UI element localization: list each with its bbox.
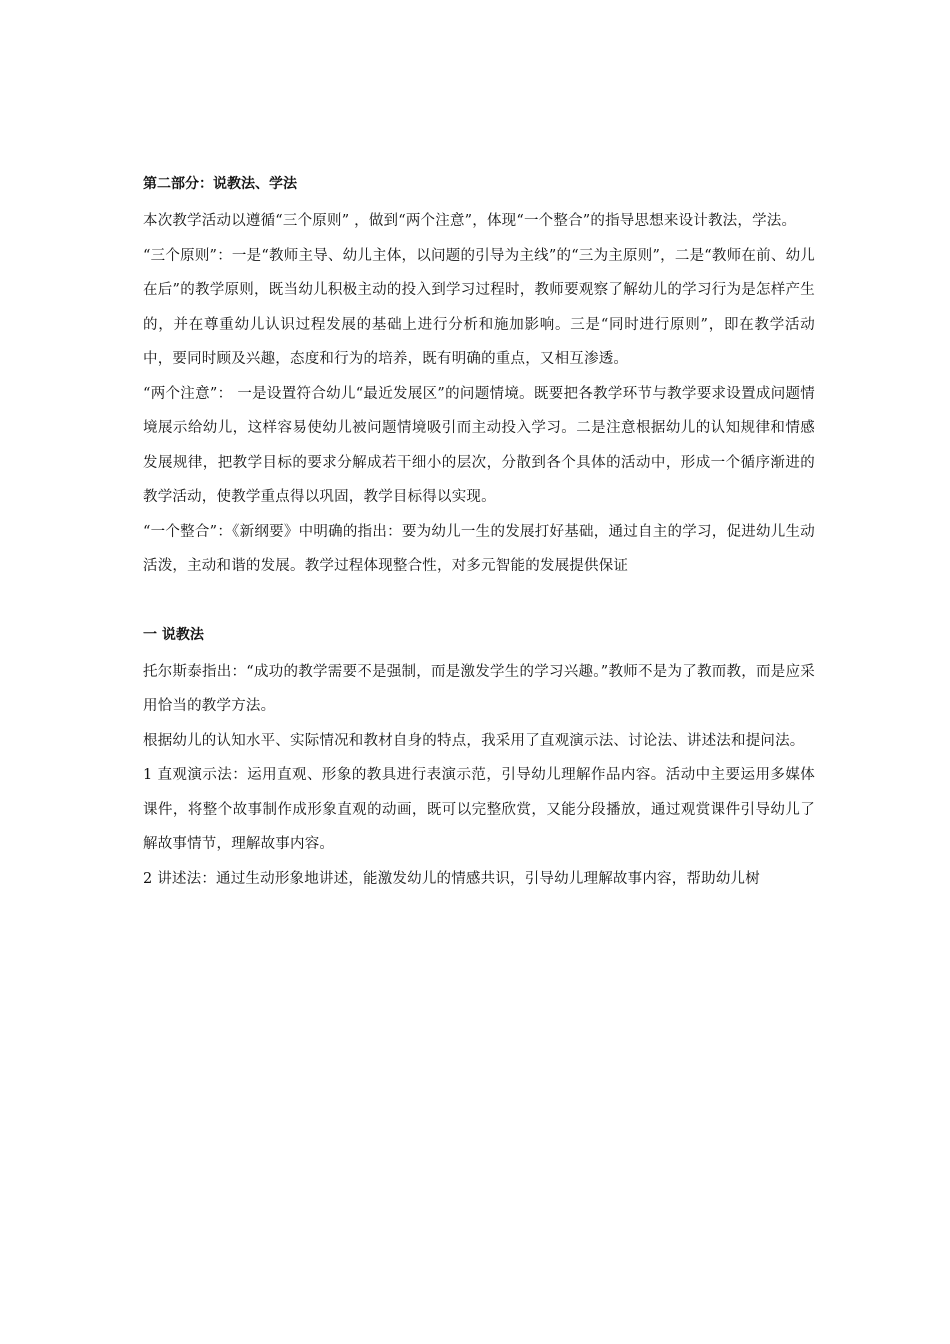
paragraph-method-basis: 根据幼儿的认知水平、实际情况和教材自身的特点，我采用了直观演示法、讨论法、讲述法和提问法。 bbox=[143, 732, 805, 749]
paragraph-one-integration: “一个整合”：《新纲要》中明确的指出：要为幼儿一生的发展打好基础，通过自主的学习，促进幼儿生动活泼，主动和谐的发展。教学过程体现整合性，对多元智能的发展提供保证 bbox=[143, 523, 815, 574]
paragraph-three-principles: “三个原则”：一是“教师主导、幼儿主体，以问题的引导为主线”的“三为主原则”，二是“教师在前、幼儿在后”的教学原则，既当幼儿积极主动的投入到学习过程时，教师要观察了解幼儿的学习行为是怎样产生的，并在尊重幼儿认识过程发展的基础上进行分析和施加影响。三是“同时进行原则”，即在教学活动中，要同时顾及兴趣，态度和行为的培养，既有明确的重点，又相互渗透。 bbox=[143, 247, 815, 367]
paragraph-two-notes: “两个注意”： 一是设置符合幼儿“最近发展区”的问题情境。既要把各教学环节与教学要求设置成问题情境展示给幼儿，这样容易使幼儿被问题情境吸引而主动投入学习。二是注意根据幼儿的认知规律和情感发展规律，把教学目标的要求分解成若干细小的层次，分散到各个具体的活动中，形成一个循序渐进的教学活动，使教学重点得以巩固，教学目标得以实现。 bbox=[143, 385, 815, 505]
paragraph-method-2: 2 讲述法：通过生动形象地讲述，能激发幼儿的情感共识，引导幼儿理解故事内容，帮助幼儿树 bbox=[143, 870, 760, 887]
paragraph-tolstoy-quote: 托尔斯泰指出：“成功的教学需要不是强制，而是激发学生的学习兴趣。”教师不是为了教而教，而是应采用恰当的教学方法。 bbox=[143, 663, 815, 714]
paragraph-method-1: 1 直观演示法：运用直观、形象的教具进行表演示范，引导幼儿理解作品内容。活动中主要运用多媒体课件，将整个故事制作成形象直观的动画，既可以完整欣赏，又能分段播放，通过观赏课件引导幼儿了解故事情节，理解故事内容。 bbox=[143, 767, 815, 852]
section-heading-part2: 第二部分：说教法、学法 bbox=[143, 176, 297, 192]
paragraph-intro: 本次教学活动以遵循“三个原则” ，做到“两个注意”，体现“一个整合”的指导思想来设计教法，学法。 bbox=[143, 213, 797, 229]
document-body bbox=[143, 170, 815, 896]
section-heading-teaching-method: 一 说教法 bbox=[143, 626, 204, 643]
